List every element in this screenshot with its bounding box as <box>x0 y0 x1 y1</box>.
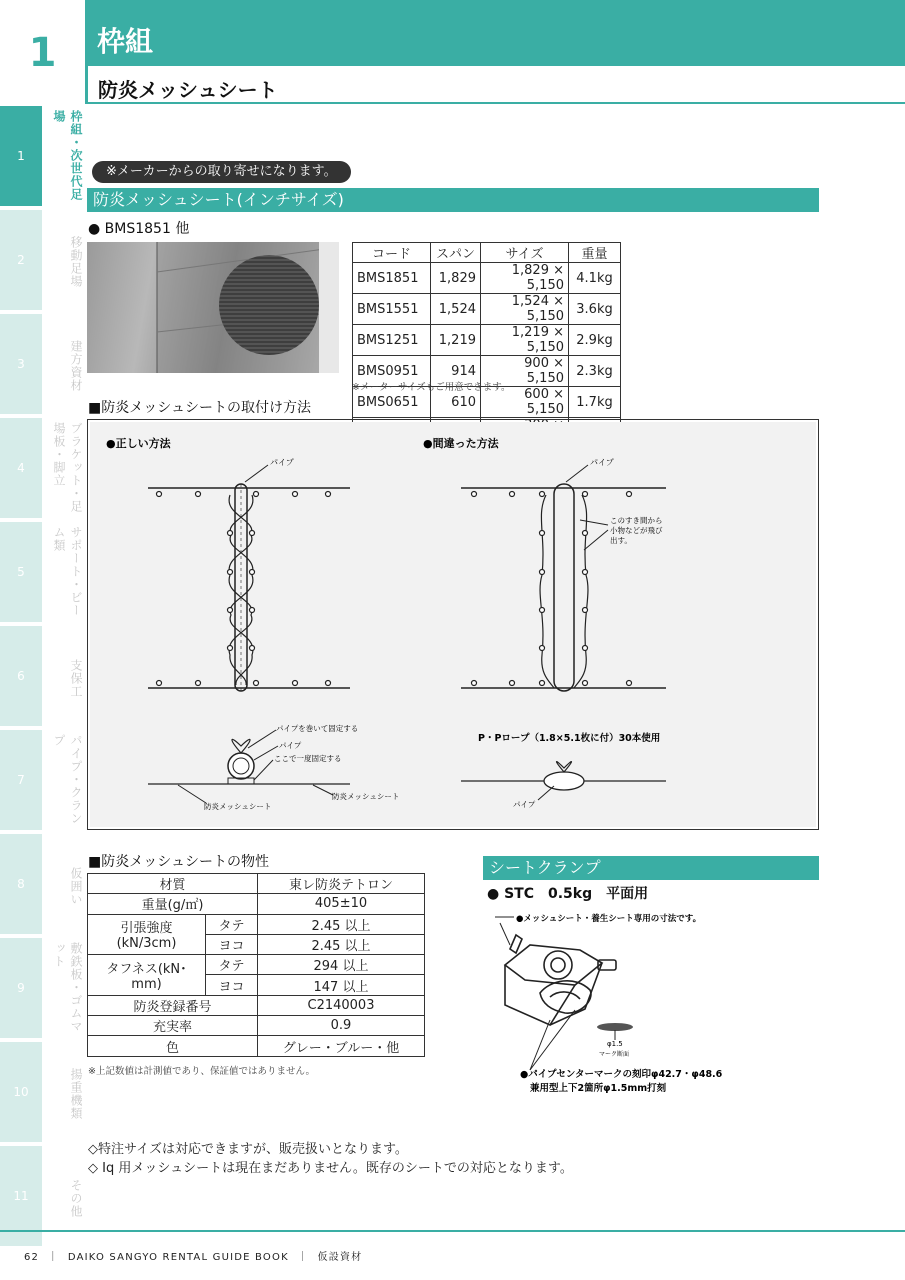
section-title-sheet-clamp: シートクランプ <box>483 856 819 880</box>
tab-label: 支保工 <box>42 626 85 726</box>
pipe-label-rope: パイプ <box>513 800 536 809</box>
table-row <box>88 874 425 894</box>
cell: BMS1551 <box>353 294 431 325</box>
page-title: 枠組 <box>85 0 905 66</box>
cell: 0.9 <box>258 1016 425 1036</box>
tab-label: その他 <box>42 1146 85 1246</box>
cell: タテ <box>206 955 258 975</box>
product-label: ● BMS1851 他 <box>88 221 190 237</box>
footer-sep: ｜ <box>47 1252 60 1263</box>
cell: 2.45 以上 <box>258 914 425 934</box>
cell: ヨコ <box>206 934 258 954</box>
side-tab-3[interactable] <box>0 314 85 414</box>
section-title-mesh-sheet: 防炎メッシュシート(インチサイズ) <box>87 188 819 212</box>
tab-label: 仮囲い <box>42 834 85 934</box>
tab-label: ブラケット・足場板・脚立 <box>42 418 85 518</box>
table-row <box>88 1016 425 1036</box>
tab-number: 10 <box>0 1042 42 1142</box>
gap-note-line3: 出す。 <box>610 536 632 545</box>
table-row <box>353 263 621 294</box>
tab-number: 3 <box>0 314 42 414</box>
footer-rule <box>0 1230 905 1232</box>
cell: 材質 <box>88 874 258 894</box>
product-photo <box>87 242 339 373</box>
cell: BMS1851 <box>353 263 431 294</box>
clamp-note-2b: 兼用型上下2箇所φ1.5mm打刻 <box>530 1083 667 1094</box>
cell: 147 以上 <box>258 975 425 995</box>
table-row <box>88 914 425 934</box>
side-tab-6[interactable] <box>0 626 85 726</box>
chapter-number: 1 <box>0 0 85 105</box>
cell: 1,524 <box>431 294 481 325</box>
install-heading: ■防炎メッシュシートの取付け方法 <box>88 400 311 416</box>
cell: 914 <box>431 356 481 387</box>
tab-label: 敷鉄板・ゴムマット <box>42 938 85 1038</box>
cell: ヨコ <box>206 975 258 995</box>
tab-label: パイプ・クランプ <box>42 730 85 830</box>
cell: 2.45 以上 <box>258 934 425 954</box>
cell: 900 × 5,150 <box>481 356 569 387</box>
cell: 引張強度(kN/3cm) <box>88 914 206 955</box>
bottom-note-2: ◇ Iq 用メッシュシートは現在まだありません。既存のシートでの対応となります。 <box>88 1161 573 1176</box>
tab-label: サポート・ビーム類 <box>42 522 85 622</box>
cell: 東レ防炎テトロン <box>258 874 425 894</box>
rope-label: P・Pロープ（1.8×5.1枚に付）30本使用 <box>478 733 661 744</box>
cell: 色 <box>88 1036 258 1056</box>
cell: 610 <box>431 387 481 418</box>
bottom-note-1: ◇特注サイズは対応できますが、販売扱いとなります。 <box>88 1142 408 1157</box>
gap-note-line1: このすき間から <box>610 516 663 525</box>
side-tab-2[interactable] <box>0 210 85 310</box>
mark-diameter: φ1.5 <box>607 1040 623 1048</box>
clamp-drawing <box>490 905 820 1100</box>
footer-sep: ｜ <box>297 1252 309 1263</box>
cell: 1,829 × 5,150 <box>481 263 569 294</box>
tab-label: 枠組・次世代足場 <box>42 106 85 206</box>
mark-section: マーク断面 <box>599 1051 630 1058</box>
side-tab-7[interactable] <box>0 730 85 830</box>
cell: BMS0651 <box>353 387 431 418</box>
spec-table <box>352 242 621 449</box>
correct-method-label: ●正しい方法 <box>106 437 171 450</box>
cell: 2.9kg <box>569 325 621 356</box>
table-row <box>353 325 621 356</box>
side-tab-10[interactable] <box>0 1042 85 1142</box>
tab-number: 9 <box>0 938 42 1038</box>
tab-number: 6 <box>0 626 42 726</box>
pipe-label-section: パイプ <box>279 741 302 750</box>
cell: 2.3kg <box>569 356 621 387</box>
tab-number: 7 <box>0 730 42 830</box>
cell: タフネス(kN･mm) <box>88 955 206 996</box>
tab-number: 2 <box>0 210 42 310</box>
wrong-method-label: ●間違った方法 <box>423 437 499 450</box>
notice-badge: ※メーカーからの取り寄せになります。 <box>92 161 351 183</box>
side-tab-9[interactable] <box>0 938 85 1038</box>
pipe-label-correct: パイプ <box>270 458 294 467</box>
cell: 1,219 <box>431 325 481 356</box>
cell: BMS0951 <box>353 356 431 387</box>
tab-number: 11 <box>0 1146 42 1246</box>
sheet-label-left: 防炎メッシュシート <box>204 802 272 811</box>
tab-label: 移動足場 <box>42 210 85 310</box>
cell: C2140003 <box>258 995 425 1015</box>
cell: BMS1251 <box>353 325 431 356</box>
cell: 充実率 <box>88 1016 258 1036</box>
cell: タテ <box>206 914 258 934</box>
install-diagram <box>87 419 819 830</box>
footer-category: 仮設資材 <box>317 1252 363 1263</box>
clamp-product-label: ● STC 0.5kg 平面用 <box>487 886 649 902</box>
cell: 1.7kg <box>569 387 621 418</box>
cell: グレー・ブルー・他 <box>258 1036 425 1056</box>
table-row <box>88 894 425 914</box>
gap-note-line2: 小物などが飛び <box>610 526 663 535</box>
tab-number: 5 <box>0 522 42 622</box>
col-header: スパン <box>431 243 481 263</box>
tab-number: 4 <box>0 418 42 518</box>
fix-once-label: ここで一度固定する <box>274 754 342 763</box>
col-header: 重量 <box>569 243 621 263</box>
cell: 405±10 <box>258 894 425 914</box>
footer <box>24 1248 362 1263</box>
side-tab-8[interactable] <box>0 834 85 934</box>
props-heading: ■防炎メッシュシートの物性 <box>88 854 269 870</box>
table-row <box>353 294 621 325</box>
cell: 重量(g/㎡) <box>88 894 258 914</box>
clamp-note-1: ●メッシュシート・養生シート専用の寸法です。 <box>516 914 702 924</box>
cell: 4.1kg <box>569 263 621 294</box>
cell: 1,829 <box>431 263 481 294</box>
pipe-label-wrong: パイプ <box>590 458 614 467</box>
page-subtitle: 防炎メッシュシート <box>85 66 905 104</box>
tab-label: 建方資材 <box>42 314 85 414</box>
table-row <box>88 955 425 975</box>
col-header: コード <box>353 243 431 263</box>
cell: 3.6kg <box>569 294 621 325</box>
tab-label: 揚重機類 <box>42 1042 85 1142</box>
clamp-note-2a: ●パイプセンターマークの刻印φ42.7・φ48.6 <box>520 1069 723 1080</box>
wrap-label: パイプを巻いて固定する <box>276 724 359 733</box>
side-tab-4[interactable] <box>0 418 85 518</box>
side-tab-nav <box>0 106 85 1250</box>
col-header: サイズ <box>481 243 569 263</box>
cell: 防炎登録番号 <box>88 995 258 1015</box>
page-number: 62 <box>24 1252 40 1263</box>
side-tab-5[interactable] <box>0 522 85 622</box>
props-note: ※上記数値は計測値であり、保証値ではありません。 <box>88 1066 316 1077</box>
cell: 294 以上 <box>258 955 425 975</box>
table-row <box>88 1036 425 1056</box>
spec-note: ※メーターサイズもご用意できます。 <box>352 382 511 393</box>
cell: 1,524 × 5,150 <box>481 294 569 325</box>
cell: 1,219 × 5,150 <box>481 325 569 356</box>
sheet-label-right: 防炎メッシュシート <box>332 792 400 801</box>
tab-number: 8 <box>0 834 42 934</box>
side-tab-1[interactable] <box>0 106 85 206</box>
book-title: DAIKO SANGYO RENTAL GUIDE BOOK <box>67 1252 289 1263</box>
props-table <box>87 873 425 1057</box>
table-row <box>88 995 425 1015</box>
tab-number: 1 <box>0 106 42 206</box>
cell: 600 × 5,150 <box>481 387 569 418</box>
